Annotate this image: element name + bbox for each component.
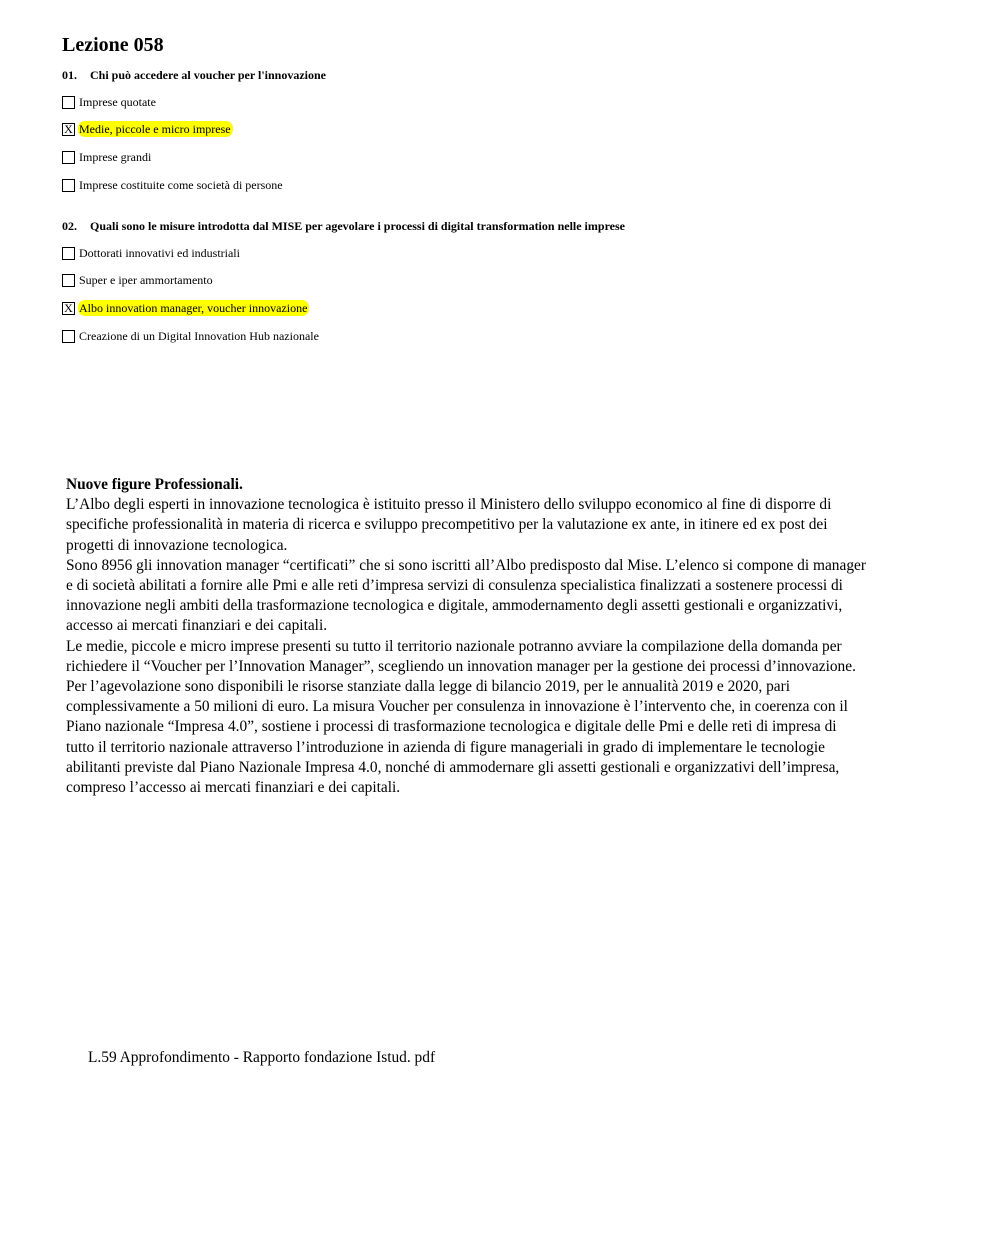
answer-label: Imprese costituite come società di persone (79, 178, 283, 192)
attachment-link[interactable]: L.59 Approfondimento - Rapporto fondazione Istud. pdf (88, 1049, 436, 1066)
answer-option[interactable] (62, 93, 158, 111)
notes-paragraph: Sono 8956 gli innovation manager “certificati” che si sono iscritti all’Albo predisposto dal Mise. L’elenco si compone di manager e di società abilitati a fornire alle Pmi e alle reti d’impresa servizi di consulenza specialistica finalizzati a sostenere processi di innovazione negli ambiti della trasformazione tecnologica e digitale, ammodernamento degli assetti gestionali e organizzativi, accesso ai mercati finanziari e dei capitali. (66, 556, 866, 635)
answer-label: Creazione di un Digital Innovation Hub nazionale (79, 329, 319, 343)
answer-checkbox[interactable] (62, 274, 75, 287)
answer-option[interactable] (62, 176, 285, 194)
notes-paragraph: Per l’agevolazione sono disponibili le risorse stanziate dalla legge di bilancio 2019, per le annualità 2019 e 2020, pari complessivamente a 50 milioni di euro. La misura Voucher per consulenza in innovazione è l’intervento che, in coerenza con il Piano nazionale “Impresa 4.0”, sostiene i processi di trasformazione tecnologica e digitale delle Pmi e delle reti di impresa di tutto il territorio nazionale attraverso l’introduzione in azienda di figure manageriali in grado di implementare le tecnologie abilitanti previste dal Piano Nazionale Impresa 4.0, nonché di ammodernare gli assetti gestionali e organizzativi dell’impresa, compreso l’accesso ai mercati finanziari e dei capitali. (66, 678, 848, 797)
answer-option-selected[interactable] (62, 120, 233, 138)
question-02 (62, 218, 625, 234)
notes-paragraph: L’Albo degli esperti in innovazione tecnologica è istituito presso il Ministero dello sviluppo economico al fine di disporre di specifiche professionalità in materia di ricerca e sviluppo precompetitivo per la valutazione ex ante, in itinere ed ex post dei progetti di innovazione tecnologica. (66, 496, 832, 554)
answer-checkbox-checked[interactable]: X (62, 123, 75, 136)
answer-option-selected[interactable] (62, 299, 309, 317)
page-title: Lezione 058 (62, 34, 164, 56)
answer-label: Imprese grandi (79, 150, 152, 164)
answer-checkbox[interactable] (62, 330, 75, 343)
notes-title: Nuove figure Professionali. (66, 476, 243, 493)
notes-section (66, 475, 866, 798)
answer-option[interactable] (62, 244, 242, 262)
question-01 (62, 67, 326, 83)
notes-paragraph: Le medie, piccole e micro imprese presenti su tutto il territorio nazionale potranno avviare la compilazione della domanda per richiedere il “Voucher per l’Innovation Manager”, scegliendo un innovation manager per la gestione dei processi d’innovazione. (66, 637, 856, 675)
answer-label: Albo innovation manager, voucher innovazione (79, 301, 308, 315)
answer-option[interactable] (62, 271, 215, 289)
answer-label: Dottorati innovativi ed industriali (79, 246, 240, 260)
question-number: 02. (62, 219, 77, 233)
answer-checkbox-checked[interactable]: X (62, 302, 75, 315)
answer-option[interactable] (62, 327, 321, 345)
answer-label: Imprese quotate (79, 95, 156, 109)
answer-checkbox[interactable] (62, 179, 75, 192)
answer-checkbox[interactable] (62, 151, 75, 164)
question-text: Quali sono le misure introdotta dal MISE per agevolare i processi di digital transformation nelle imprese (90, 219, 625, 233)
answer-checkbox[interactable] (62, 247, 75, 260)
question-text: Chi può accedere al voucher per l'innovazione (90, 68, 326, 82)
answer-label: Super e iper ammortamento (79, 273, 213, 287)
answer-label: Medie, piccole e micro imprese (79, 122, 231, 136)
answer-option[interactable] (62, 148, 153, 166)
question-number: 01. (62, 68, 77, 82)
answer-checkbox[interactable] (62, 96, 75, 109)
